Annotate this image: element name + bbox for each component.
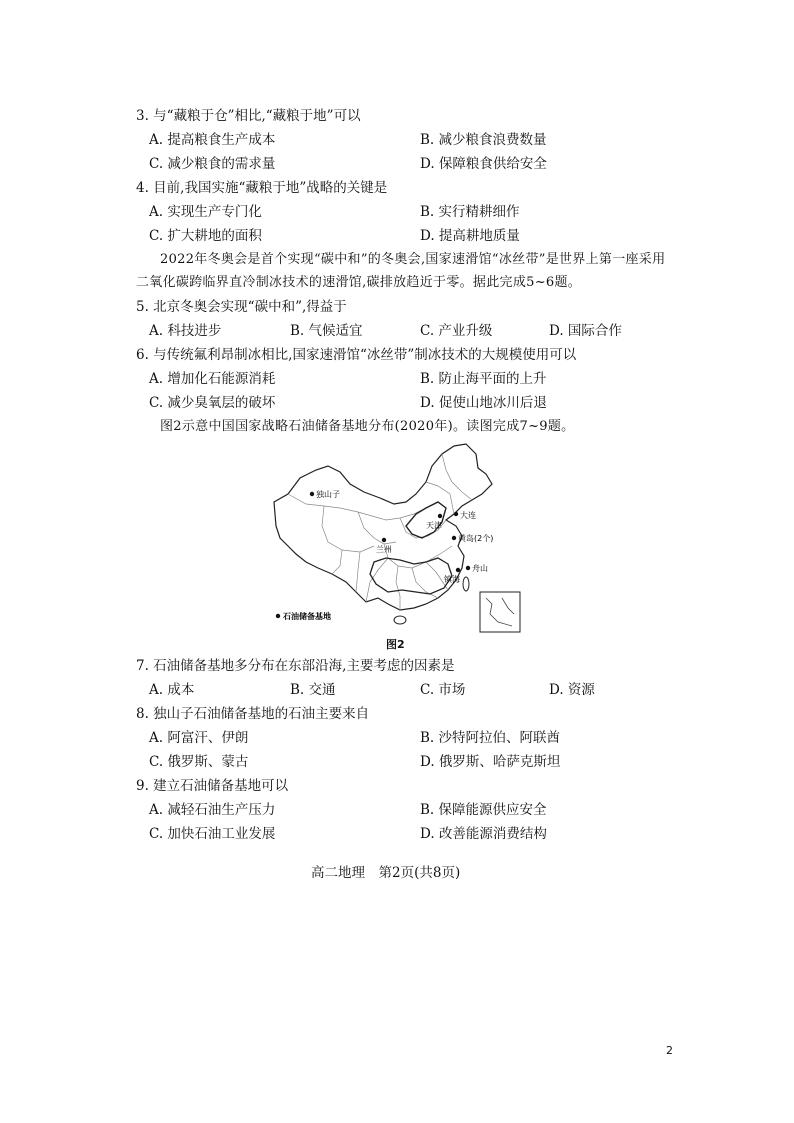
passage-winter-olympics-line-1: 2022年冬奥会是首个实现“碳中和”的冬奥会,国家速滑馆“冰丝带”是世界上第一座采用 bbox=[160, 252, 666, 267]
label-huangdao: 黄岛(2个) bbox=[458, 534, 494, 543]
legend-label: 石油储备基地 bbox=[283, 612, 331, 621]
question-8-option-b: B. 沙特阿拉伯、阿联酋 bbox=[420, 730, 561, 746]
question-7-option-a: A. 成本 bbox=[149, 682, 195, 698]
question-3-option-d: D. 保障粮食供给安全 bbox=[420, 156, 547, 172]
question-7-stem: 7. 石油储备基地多分布在东部沿海,主要考虑的因素是 bbox=[136, 658, 455, 674]
question-8-option-d: D. 俄罗斯、哈萨克斯坦 bbox=[420, 754, 561, 770]
china-outline bbox=[274, 444, 492, 610]
question-5-option-d: D. 国际合作 bbox=[549, 323, 622, 339]
question-3-stem: 3. 与“藏粮于仓”相比,“藏粮于地”可以 bbox=[136, 108, 361, 124]
question-8-stem: 8. 独山子石油储备基地的石油主要来自 bbox=[136, 706, 370, 722]
question-3-option-a: A. 提高粮食生产成本 bbox=[149, 132, 276, 148]
question-7-option-c: C. 市场 bbox=[420, 682, 466, 698]
question-5-option-b: B. 气候适宜 bbox=[290, 323, 363, 339]
question-6-option-c: C. 减少臭氧层的破坏 bbox=[149, 395, 276, 411]
question-4-stem: 4. 目前,我国实施“藏粮于地”战略的关键是 bbox=[136, 180, 388, 196]
page-number: 2 bbox=[666, 1044, 673, 1057]
question-6-stem: 6. 与传统氟利昂制冰相比,国家速滑馆“冰丝带”制冰技术的大规模使用可以 bbox=[136, 347, 577, 363]
question-9-option-c: C. 加快石油工业发展 bbox=[149, 826, 276, 842]
question-4-option-a: A. 实现生产专门化 bbox=[149, 204, 262, 220]
label-tianjin: 天津 bbox=[426, 521, 442, 530]
question-9-option-b: B. 保障能源供应安全 bbox=[420, 802, 547, 818]
page-footer: 高二地理 第2页(共8页) bbox=[311, 865, 461, 881]
question-4-option-d: D. 提高耕地质量 bbox=[420, 228, 520, 244]
marker-lanzhou bbox=[382, 538, 386, 542]
label-dalian: 大连 bbox=[460, 511, 476, 520]
question-3-option-b: B. 减少粮食浪费数量 bbox=[420, 132, 547, 148]
marker-tianjin bbox=[438, 514, 442, 518]
question-4-option-c: C. 扩大耕地的面积 bbox=[149, 228, 262, 244]
oil-reserve-map bbox=[266, 442, 530, 634]
marker-huangdao bbox=[452, 536, 456, 540]
question-3-option-c: C. 减少粮食的需求量 bbox=[149, 156, 276, 172]
question-9-option-a: A. 减轻石油生产压力 bbox=[149, 802, 276, 818]
question-5-stem: 5. 北京冬奥会实现“碳中和”,得益于 bbox=[136, 299, 347, 315]
figure-label: 图2 bbox=[386, 638, 405, 651]
passage-winter-olympics-line-2: 二氧化碳跨临界直冷制冰技术的速滑馆,碳排放趋近于零。据此完成5~6题。 bbox=[136, 275, 582, 290]
label-zhenhai: 镇海 bbox=[444, 575, 460, 584]
label-dushanzi: 独山子 bbox=[316, 490, 340, 499]
question-8-option-a: A. 阿富汗、伊朗 bbox=[149, 730, 249, 746]
marker-dalian bbox=[454, 512, 458, 516]
question-9-option-d: D. 改善能源消费结构 bbox=[420, 826, 547, 842]
marker-zhenhai bbox=[456, 568, 460, 572]
question-7-option-b: B. 交通 bbox=[290, 682, 336, 698]
question-5-option-a: A. 科技进步 bbox=[149, 323, 222, 339]
label-lanzhou: 兰州 bbox=[376, 545, 392, 554]
hainan-island bbox=[394, 616, 406, 624]
china-map-svg bbox=[266, 442, 530, 634]
question-4-option-b: B. 实行精耕细作 bbox=[420, 204, 520, 220]
taiwan-island bbox=[463, 577, 469, 591]
question-6-option-a: A. 增加化石能源消耗 bbox=[149, 371, 276, 387]
question-9-stem: 9. 建立石油储备基地可以 bbox=[136, 778, 289, 794]
question-8-option-c: C. 俄罗斯、蒙古 bbox=[149, 754, 249, 770]
legend-marker bbox=[276, 614, 280, 618]
question-5-option-c: C. 产业升级 bbox=[420, 323, 493, 339]
marker-zhoushan bbox=[466, 566, 470, 570]
question-6-option-b: B. 防止海平面的上升 bbox=[420, 371, 547, 387]
passage-oil-reserve: 图2示意中国国家战略石油储备基地分布(2020年)。读图完成7~9题。 bbox=[160, 419, 575, 434]
question-7-option-d: D. 资源 bbox=[549, 682, 595, 698]
question-6-option-d: D. 促使山地冰川后退 bbox=[420, 395, 547, 411]
label-zhoushan: 舟山 bbox=[472, 564, 488, 573]
marker-dushanzi bbox=[310, 492, 314, 496]
